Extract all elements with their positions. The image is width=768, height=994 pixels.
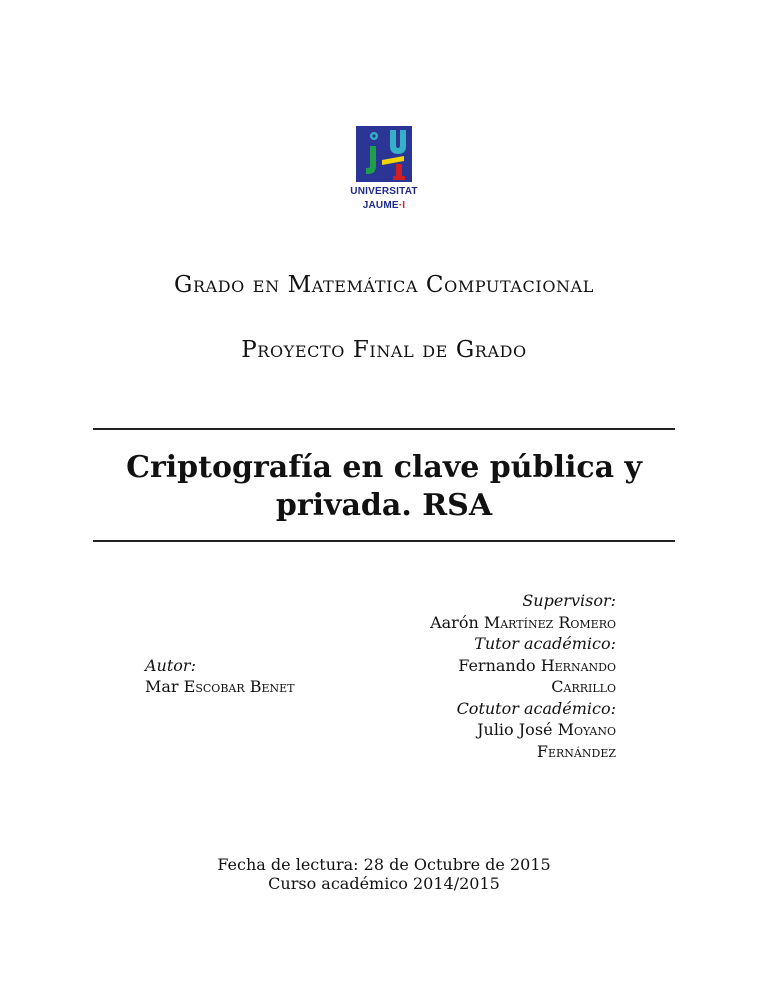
author-block [145, 655, 295, 697]
degree-heading: Grado en Matemática Computacional [173, 272, 595, 298]
project-type-heading: Proyecto Final de Grado [241, 337, 527, 363]
title-rule-bottom [93, 540, 675, 542]
tutor-name-line2: Carrillo [551, 677, 616, 696]
supervisor-name: Aarón Martínez Romero [430, 612, 616, 632]
supervisor-label: Supervisor: [522, 591, 616, 610]
reading-date: Fecha de lectura: 28 de Octubre de 2015 [217, 855, 551, 874]
supervisors-block [296, 590, 616, 762]
author-label: Autor: [145, 656, 196, 675]
academic-year: Curso académico 2014/2015 [268, 874, 500, 893]
document-title [93, 449, 675, 525]
logo-text-line1: UNIVERSITAT [350, 186, 418, 197]
logo-emblem-icon [356, 126, 412, 182]
cotutor-name-line1: Julio José Moyano [477, 720, 616, 739]
cotutor-label: Cotutor académico: [456, 698, 616, 718]
title-line-1: Criptografía en clave pública y [126, 450, 642, 485]
title-line-2: privada. RSA [275, 488, 493, 523]
tutor-label: Tutor académico: [474, 634, 616, 653]
cotutor-name-line2: Fernández [536, 741, 616, 761]
university-logo [342, 126, 426, 216]
date-block [0, 855, 768, 893]
author-name: Mar Escobar Benet [145, 677, 295, 696]
title-rule-top [93, 428, 675, 430]
logo-text-line2: JAUME·I [362, 200, 406, 211]
tutor-name-line1: Fernando Hernando [458, 655, 616, 675]
